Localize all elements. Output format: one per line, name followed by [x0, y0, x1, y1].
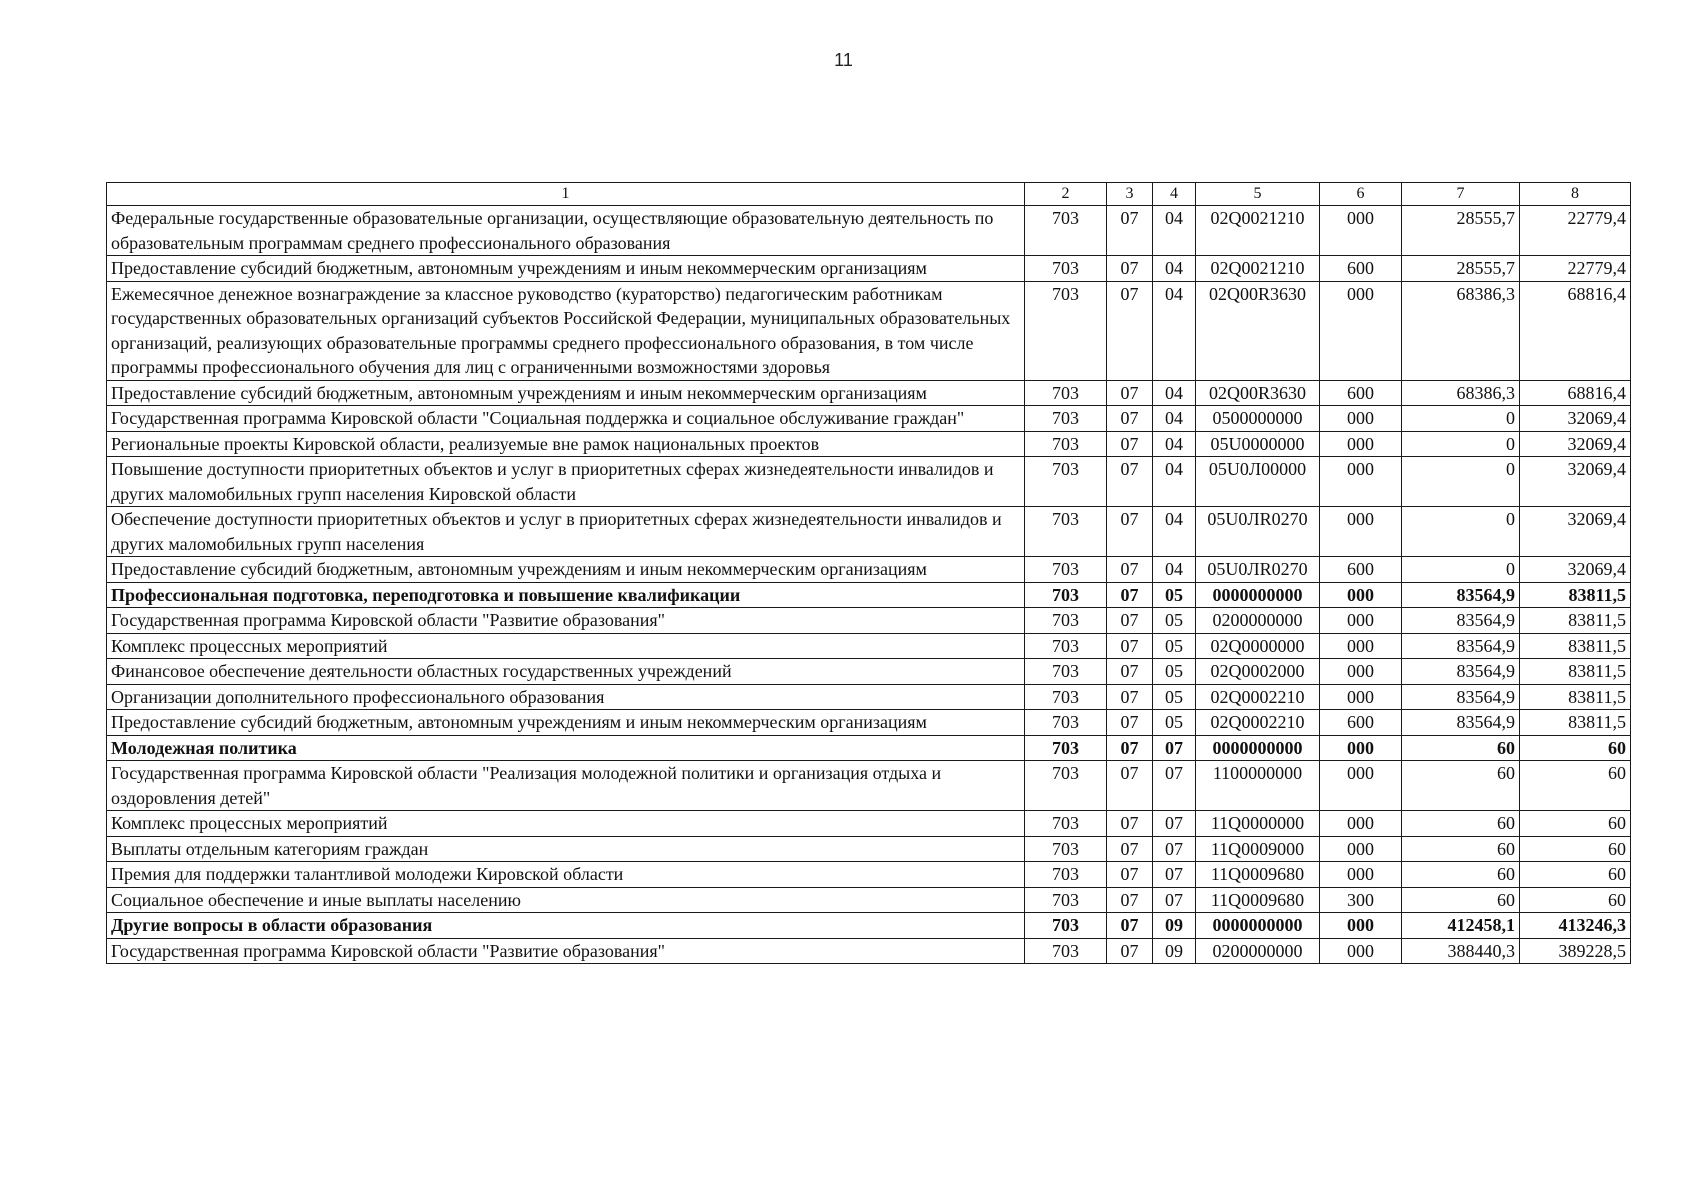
amount-col7-cell: 60 [1402, 735, 1520, 761]
section-code-cell: 07 [1107, 836, 1153, 862]
ministry-code-cell: 703 [1025, 938, 1107, 964]
ministry-code-cell: 703 [1025, 862, 1107, 888]
section-code-cell: 07 [1107, 862, 1153, 888]
section-code-cell: 07 [1107, 684, 1153, 710]
section-code-cell: 07 [1107, 582, 1153, 608]
name-cell: Молодежная политика [107, 735, 1025, 761]
table-row [107, 431, 1631, 457]
expense-type-cell: 000 [1320, 206, 1402, 256]
expense-type-cell: 600 [1320, 710, 1402, 736]
target-article-cell: 11Q0009680 [1196, 887, 1320, 913]
subsection-code-cell: 07 [1153, 735, 1196, 761]
subsection-code-cell: 04 [1153, 431, 1196, 457]
amount-col7-cell: 60 [1402, 761, 1520, 811]
name-cell: Государственная программа Кировской области "Социальная поддержка и социальное обслуживание граждан" [107, 406, 1025, 432]
ministry-code-cell: 703 [1025, 633, 1107, 659]
name-cell: Социальное обеспечение и иные выплаты населению [107, 887, 1025, 913]
amount-col7-cell: 0 [1402, 406, 1520, 432]
table-row [107, 507, 1631, 557]
expense-type-cell: 000 [1320, 406, 1402, 432]
header-cell: 4 [1153, 183, 1196, 206]
target-article-cell: 02Q00R3630 [1196, 281, 1320, 380]
expense-type-cell: 000 [1320, 811, 1402, 837]
target-article-cell: 02Q0002210 [1196, 710, 1320, 736]
amount-col8-cell: 22779,4 [1520, 206, 1631, 256]
header-row [107, 183, 1631, 206]
section-code-cell: 07 [1107, 431, 1153, 457]
subsection-code-cell: 05 [1153, 710, 1196, 736]
table-row [107, 887, 1631, 913]
table-row [107, 811, 1631, 837]
subsection-code-cell: 04 [1153, 457, 1196, 507]
amount-col8-cell: 32069,4 [1520, 431, 1631, 457]
amount-col7-cell: 0 [1402, 457, 1520, 507]
section-code-cell: 07 [1107, 735, 1153, 761]
target-article-cell: 02Q0021210 [1196, 206, 1320, 256]
amount-col7-cell: 28555,7 [1402, 206, 1520, 256]
subsection-code-cell: 07 [1153, 862, 1196, 888]
table-row [107, 913, 1631, 939]
table-row [107, 938, 1631, 964]
section-code-cell: 07 [1107, 633, 1153, 659]
expense-type-cell: 000 [1320, 761, 1402, 811]
ministry-code-cell: 703 [1025, 710, 1107, 736]
amount-col8-cell: 83811,5 [1520, 659, 1631, 685]
expense-type-cell: 000 [1320, 684, 1402, 710]
expense-type-cell: 600 [1320, 256, 1402, 282]
expense-type-cell: 000 [1320, 582, 1402, 608]
target-article-cell: 02Q0002210 [1196, 684, 1320, 710]
table-row [107, 582, 1631, 608]
section-code-cell: 07 [1107, 913, 1153, 939]
name-cell: Повышение доступности приоритетных объектов и услуг в приоритетных сферах жизнедеятельности инвалидов и других маломобильных групп населения Кировской области [107, 457, 1025, 507]
ministry-code-cell: 703 [1025, 761, 1107, 811]
name-cell: Комплекс процессных мероприятий [107, 633, 1025, 659]
ministry-code-cell: 703 [1025, 256, 1107, 282]
target-article-cell: 05U0000000 [1196, 431, 1320, 457]
amount-col7-cell: 83564,9 [1402, 633, 1520, 659]
header-cell: 7 [1402, 183, 1520, 206]
section-code-cell: 07 [1107, 256, 1153, 282]
amount-col8-cell: 60 [1520, 761, 1631, 811]
target-article-cell: 1100000000 [1196, 761, 1320, 811]
table-row [107, 206, 1631, 256]
name-cell: Выплаты отдельным категориям граждан [107, 836, 1025, 862]
name-cell: Государственная программа Кировской области "Развитие образования" [107, 608, 1025, 634]
name-cell: Организации дополнительного профессионального образования [107, 684, 1025, 710]
amount-col7-cell: 83564,9 [1402, 659, 1520, 685]
subsection-code-cell: 05 [1153, 659, 1196, 685]
subsection-code-cell: 07 [1153, 836, 1196, 862]
name-cell: Ежемесячное денежное вознаграждение за классное руководство (кураторство) педагогическим работникам государственных образовательных организаций субъектов Российской Федерации, муниципальных образовательных организаций, реализующих образовательные программы среднего профессионального образования, в том числе программы профессионального обучения для лиц с ограниченными возможностями здоровья [107, 281, 1025, 380]
target-article-cell: 0000000000 [1196, 582, 1320, 608]
subsection-code-cell: 05 [1153, 633, 1196, 659]
ministry-code-cell: 703 [1025, 735, 1107, 761]
ministry-code-cell: 703 [1025, 557, 1107, 583]
subsection-code-cell: 04 [1153, 380, 1196, 406]
ministry-code-cell: 703 [1025, 431, 1107, 457]
section-code-cell: 07 [1107, 659, 1153, 685]
expense-type-cell: 000 [1320, 913, 1402, 939]
amount-col7-cell: 68386,3 [1402, 281, 1520, 380]
expense-type-cell: 000 [1320, 862, 1402, 888]
page-number: 11 [834, 50, 853, 70]
subsection-code-cell: 04 [1153, 557, 1196, 583]
ministry-code-cell: 703 [1025, 913, 1107, 939]
amount-col8-cell: 32069,4 [1520, 457, 1631, 507]
amount-col8-cell: 83811,5 [1520, 608, 1631, 634]
amount-col7-cell: 0 [1402, 507, 1520, 557]
subsection-code-cell: 07 [1153, 811, 1196, 837]
header-cell: 2 [1025, 183, 1107, 206]
name-cell: Финансовое обеспечение деятельности областных государственных учреждений [107, 659, 1025, 685]
amount-col8-cell: 83811,5 [1520, 684, 1631, 710]
subsection-code-cell: 04 [1153, 256, 1196, 282]
target-article-cell: 0200000000 [1196, 938, 1320, 964]
table-row [107, 659, 1631, 685]
target-article-cell: 02Q00R3630 [1196, 380, 1320, 406]
subsection-code-cell: 05 [1153, 608, 1196, 634]
section-code-cell: 07 [1107, 761, 1153, 811]
subsection-code-cell: 04 [1153, 281, 1196, 380]
amount-col8-cell: 60 [1520, 862, 1631, 888]
expense-type-cell: 000 [1320, 608, 1402, 634]
ministry-code-cell: 703 [1025, 582, 1107, 608]
amount-col8-cell: 22779,4 [1520, 256, 1631, 282]
ministry-code-cell: 703 [1025, 507, 1107, 557]
expense-type-cell: 000 [1320, 836, 1402, 862]
table-row [107, 406, 1631, 432]
ministry-code-cell: 703 [1025, 811, 1107, 837]
amount-col8-cell: 83811,5 [1520, 582, 1631, 608]
target-article-cell: 05U0ЛR0270 [1196, 507, 1320, 557]
amount-col8-cell: 83811,5 [1520, 633, 1631, 659]
section-code-cell: 07 [1107, 710, 1153, 736]
amount-col8-cell: 389228,5 [1520, 938, 1631, 964]
name-cell: Премия для поддержки талантливой молодежи Кировской области [107, 862, 1025, 888]
ministry-code-cell: 703 [1025, 608, 1107, 634]
amount-col7-cell: 60 [1402, 836, 1520, 862]
target-article-cell: 11Q0009680 [1196, 862, 1320, 888]
ministry-code-cell: 703 [1025, 380, 1107, 406]
amount-col8-cell: 32069,4 [1520, 406, 1631, 432]
subsection-code-cell: 09 [1153, 913, 1196, 939]
target-article-cell: 0500000000 [1196, 406, 1320, 432]
target-article-cell: 0000000000 [1196, 735, 1320, 761]
expense-type-cell: 300 [1320, 887, 1402, 913]
amount-col7-cell: 83564,9 [1402, 710, 1520, 736]
ministry-code-cell: 703 [1025, 684, 1107, 710]
name-cell: Государственная программа Кировской области "Развитие образования" [107, 938, 1025, 964]
name-cell: Предоставление субсидий бюджетным, автономным учреждениям и иным некоммерческим организациям [107, 380, 1025, 406]
subsection-code-cell: 04 [1153, 406, 1196, 432]
amount-col7-cell: 83564,9 [1402, 684, 1520, 710]
target-article-cell: 0200000000 [1196, 608, 1320, 634]
amount-col7-cell: 68386,3 [1402, 380, 1520, 406]
table-row [107, 256, 1631, 282]
table-row [107, 735, 1631, 761]
table-row [107, 862, 1631, 888]
table-body [107, 206, 1631, 964]
table-row [107, 281, 1631, 380]
name-cell: Предоставление субсидий бюджетным, автономным учреждениям и иным некоммерческим организациям [107, 710, 1025, 736]
table-row [107, 684, 1631, 710]
subsection-code-cell: 09 [1153, 938, 1196, 964]
expense-type-cell: 600 [1320, 380, 1402, 406]
expense-type-cell: 000 [1320, 281, 1402, 380]
amount-col7-cell: 83564,9 [1402, 582, 1520, 608]
name-cell: Комплекс процессных мероприятий [107, 811, 1025, 837]
expense-type-cell: 000 [1320, 938, 1402, 964]
ministry-code-cell: 703 [1025, 457, 1107, 507]
amount-col8-cell: 68816,4 [1520, 380, 1631, 406]
table-row [107, 761, 1631, 811]
section-code-cell: 07 [1107, 608, 1153, 634]
target-article-cell: 02Q0021210 [1196, 256, 1320, 282]
section-code-cell: 07 [1107, 887, 1153, 913]
amount-col7-cell: 0 [1402, 431, 1520, 457]
subsection-code-cell: 05 [1153, 582, 1196, 608]
name-cell: Федеральные государственные образовательные организации, осуществляющие образовательную деятельность по образовательным программам среднего профессионального образования [107, 206, 1025, 256]
subsection-code-cell: 05 [1153, 684, 1196, 710]
ministry-code-cell: 703 [1025, 659, 1107, 685]
amount-col8-cell: 68816,4 [1520, 281, 1631, 380]
expense-type-cell: 000 [1320, 457, 1402, 507]
table-row [107, 608, 1631, 634]
target-article-cell: 05U0Л00000 [1196, 457, 1320, 507]
expense-type-cell: 600 [1320, 557, 1402, 583]
amount-col7-cell: 412458,1 [1402, 913, 1520, 939]
name-cell: Профессиональная подготовка, переподготовка и повышение квалификации [107, 582, 1025, 608]
ministry-code-cell: 703 [1025, 281, 1107, 380]
amount-col7-cell: 60 [1402, 887, 1520, 913]
target-article-cell: 11Q0000000 [1196, 811, 1320, 837]
target-article-cell: 02Q0002000 [1196, 659, 1320, 685]
ministry-code-cell: 703 [1025, 887, 1107, 913]
ministry-code-cell: 703 [1025, 206, 1107, 256]
name-cell: Предоставление субсидий бюджетным, автономным учреждениям и иным некоммерческим организациям [107, 557, 1025, 583]
name-cell: Обеспечение доступности приоритетных объектов и услуг в приоритетных сферах жизнедеятельности инвалидов и других маломобильных групп населения [107, 507, 1025, 557]
table-row [107, 457, 1631, 507]
target-article-cell: 05U0ЛR0270 [1196, 557, 1320, 583]
amount-col8-cell: 413246,3 [1520, 913, 1631, 939]
name-cell: Предоставление субсидий бюджетным, автономным учреждениям и иным некоммерческим организациям [107, 256, 1025, 282]
subsection-code-cell: 07 [1153, 887, 1196, 913]
target-article-cell: 0000000000 [1196, 913, 1320, 939]
amount-col7-cell: 83564,9 [1402, 608, 1520, 634]
table-row [107, 380, 1631, 406]
section-code-cell: 07 [1107, 938, 1153, 964]
section-code-cell: 07 [1107, 206, 1153, 256]
section-code-cell: 07 [1107, 281, 1153, 380]
section-code-cell: 07 [1107, 406, 1153, 432]
name-cell: Государственная программа Кировской области "Реализация молодежной политики и организация отдыха и оздоровления детей" [107, 761, 1025, 811]
amount-col8-cell: 60 [1520, 735, 1631, 761]
section-code-cell: 07 [1107, 507, 1153, 557]
subsection-code-cell: 04 [1153, 507, 1196, 557]
amount-col7-cell: 60 [1402, 811, 1520, 837]
header-cell: 6 [1320, 183, 1402, 206]
ministry-code-cell: 703 [1025, 406, 1107, 432]
amount-col8-cell: 83811,5 [1520, 710, 1631, 736]
table-row [107, 557, 1631, 583]
table-row [107, 710, 1631, 736]
section-code-cell: 07 [1107, 557, 1153, 583]
expense-type-cell: 000 [1320, 633, 1402, 659]
amount-col8-cell: 60 [1520, 887, 1631, 913]
subsection-code-cell: 04 [1153, 206, 1196, 256]
name-cell: Другие вопросы в области образования [107, 913, 1025, 939]
header-cell: 5 [1196, 183, 1320, 206]
section-code-cell: 07 [1107, 457, 1153, 507]
subsection-code-cell: 07 [1153, 761, 1196, 811]
target-article-cell: 02Q0000000 [1196, 633, 1320, 659]
amount-col7-cell: 28555,7 [1402, 256, 1520, 282]
amount-col7-cell: 388440,3 [1402, 938, 1520, 964]
amount-col8-cell: 32069,4 [1520, 507, 1631, 557]
table-row [107, 836, 1631, 862]
budget-table [106, 182, 1631, 964]
expense-type-cell: 000 [1320, 507, 1402, 557]
expense-type-cell: 000 [1320, 735, 1402, 761]
name-cell: Региональные проекты Кировской области, реализуемые вне рамок национальных проектов [107, 431, 1025, 457]
section-code-cell: 07 [1107, 811, 1153, 837]
section-code-cell: 07 [1107, 380, 1153, 406]
amount-col8-cell: 32069,4 [1520, 557, 1631, 583]
expense-type-cell: 000 [1320, 431, 1402, 457]
header-cell: 8 [1520, 183, 1631, 206]
amount-col7-cell: 0 [1402, 557, 1520, 583]
expense-type-cell: 000 [1320, 659, 1402, 685]
table-row [107, 633, 1631, 659]
ministry-code-cell: 703 [1025, 836, 1107, 862]
amount-col8-cell: 60 [1520, 836, 1631, 862]
header-cell: 1 [107, 183, 1025, 206]
amount-col7-cell: 60 [1402, 862, 1520, 888]
amount-col8-cell: 60 [1520, 811, 1631, 837]
target-article-cell: 11Q0009000 [1196, 836, 1320, 862]
header-cell: 3 [1107, 183, 1153, 206]
